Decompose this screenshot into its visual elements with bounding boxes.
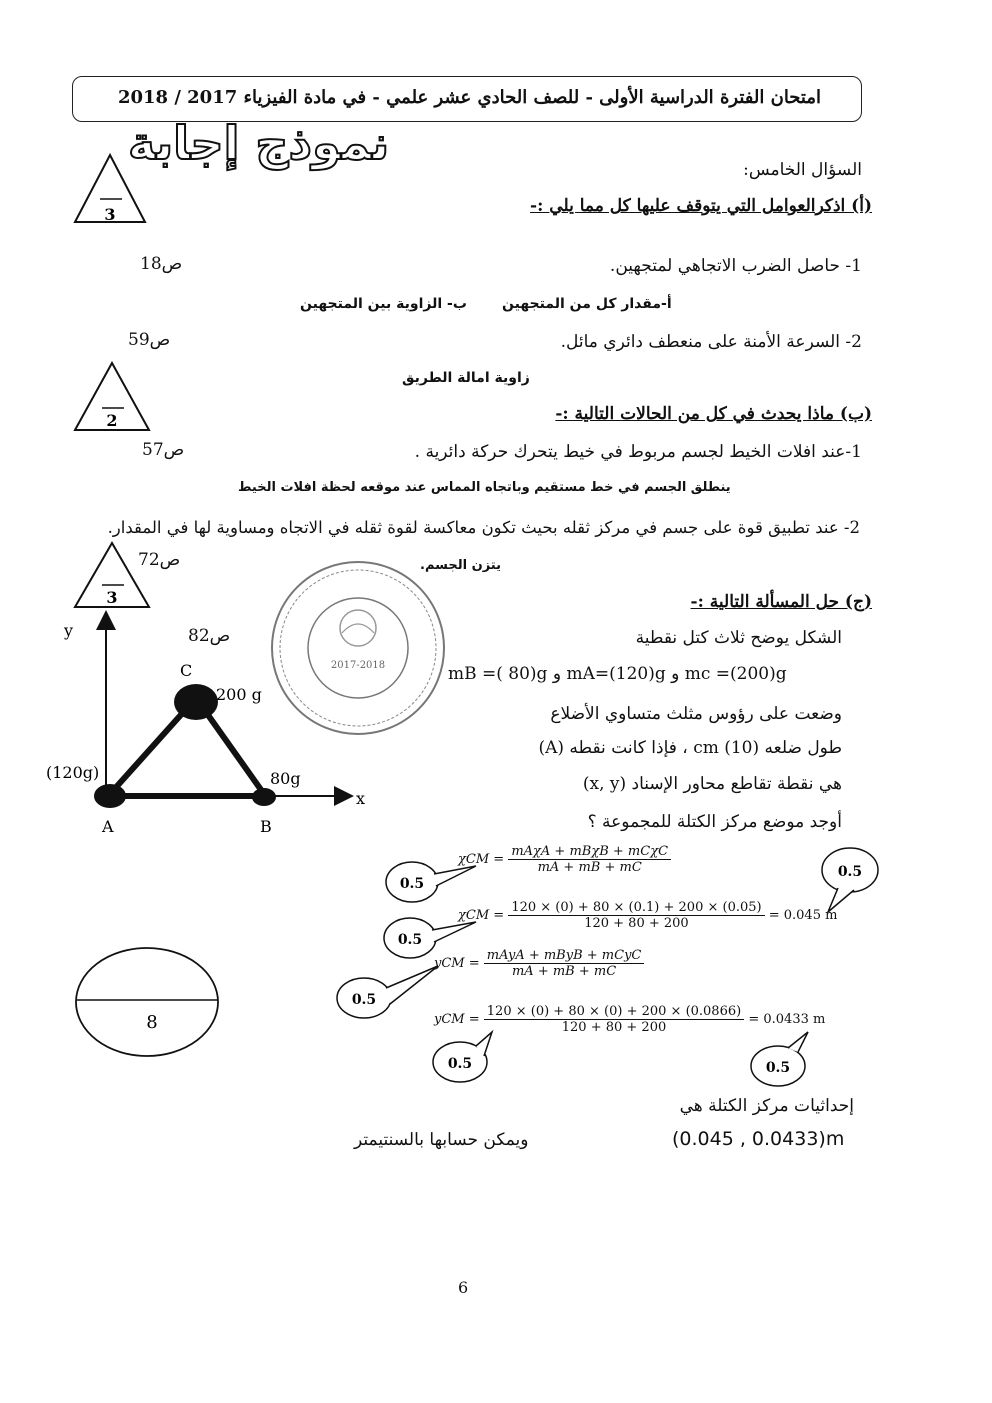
part-c-line4: هي نقطة تقاطع محاور الإسناد (x, y) — [582, 774, 842, 794]
mark-bubble-1-value: 0.5 — [399, 876, 425, 892]
point-c-label: C — [180, 661, 193, 680]
part-c-masses: mB =( 80)g و mA=(120)g و mc =(200)g — [448, 664, 787, 684]
total-mark-value: 8 — [146, 1012, 158, 1033]
mass-a-point — [94, 784, 126, 808]
stamp-year: 2017-2018 — [330, 660, 386, 671]
part-b-item1-page: ص57 — [142, 440, 185, 460]
mark-bubble-6 — [748, 1030, 814, 1088]
eq2-result: = 0.045 m — [768, 908, 838, 923]
mass-b-label: 80g — [270, 769, 301, 788]
part-c-line5: أوجد موضع مركز الكتلة للمجموعة ؟ — [587, 812, 842, 832]
equation-xcm-formula — [458, 844, 671, 875]
part-b-item1: 1-عند افلات الخيط لجسم مربوط في خيط يتحرك حركة دائرية . — [414, 442, 862, 462]
eq4-denominator: 120 + 80 + 200 — [561, 1020, 667, 1035]
mass-c-label: 200 g — [216, 685, 262, 704]
result-note: ويمكن حسابها بالسنتيمتر — [354, 1130, 529, 1150]
eq4-result: = 0.0433 m — [748, 1012, 826, 1027]
eq3-numerator: mAyA + mByB + mCyC — [484, 948, 645, 964]
mark-bubble-5 — [430, 1030, 500, 1088]
total-mark-circle — [74, 946, 220, 1058]
part-c-line1: الشكل يوضح ثلاث كتل نقطية — [635, 628, 842, 648]
part-a-item1: 1- حاصل الضرب الاتجاهي لمتجهين. — [609, 256, 862, 276]
mass-a-label: (120g) — [46, 763, 100, 782]
mark-a-value: 3 — [104, 205, 116, 224]
eq2-numerator: 120 × (0) + 80 × (0.1) + 200 × (0.05) — [508, 900, 764, 916]
mark-triangle-a — [72, 152, 148, 224]
part-a-heading: (أ) اذكرالعوامل التي يتوقف عليها كل مما يلي :- — [530, 196, 872, 216]
eq4-lhs: yCM = — [434, 1012, 480, 1027]
mark-bubble-5-value: 0.5 — [447, 1056, 473, 1072]
part-c-heading: (ج) حل المسألة التالية :- — [690, 592, 872, 612]
part-b-heading: (ب) ماذا يحدث في كل من الحالات التالية :- — [555, 404, 872, 424]
mark-triangle-b — [72, 360, 152, 432]
eq2-lhs: χCM = — [458, 908, 505, 923]
part-a-item2-answer: زاوية امالة الطريق — [402, 370, 530, 386]
exam-header-title: امتحان الفترة الدراسية الأولى - للصف الحادي عشر علمي - في مادة الفيزياء 2017 / 2018 — [117, 87, 821, 108]
page-number: 6 — [458, 1278, 469, 1297]
eq1-lhs: χCM = — [458, 852, 505, 867]
mass-b-point — [252, 788, 276, 806]
result-value: (0.045 , 0.0433)m — [672, 1128, 845, 1150]
eq3-denominator: mA + mB + mC — [511, 964, 617, 979]
point-b-label: B — [260, 817, 272, 836]
part-b-item2-answer: يتزن الجسم. — [420, 558, 501, 573]
part-b-item2: 2- عند تطبيق قوة على جسم في مركز ثقله بحيث تكون معاكسة لقوة ثقله في الاتجاه ومساوية لها في المقدار. — [107, 518, 860, 537]
part-a-item1-answer-a: أ-مقدار كل من المتجهين — [502, 296, 672, 312]
mark-bubble-2-value: 0.5 — [837, 864, 863, 880]
part-a-item2: 2- السرعة الأمنة على منعطف دائري مائل. — [560, 332, 862, 352]
part-a-item2-page: ص59 — [128, 330, 171, 350]
question-title: السؤال الخامس: — [743, 160, 862, 180]
eq2-denominator: 120 + 80 + 200 — [584, 916, 689, 931]
part-c-page: ص82 — [188, 626, 231, 646]
part-c-line3: طول ضلعه cm (10) ، فإذا كانت نقطه (A) — [538, 738, 842, 758]
result-label: إحداثيات مركز الكتلة هي — [679, 1096, 854, 1116]
eq4-numerator: 120 × (0) + 80 × (0) + 200 × (0.0866) — [484, 1004, 744, 1020]
equation-ycm-values — [434, 1004, 825, 1035]
answer-model-title: نموذج إجابة — [128, 116, 390, 170]
mark-c-value: 3 — [106, 588, 118, 607]
part-a-item1-page: ص18 — [140, 254, 183, 274]
mark-bubble-4 — [334, 960, 444, 1020]
point-a-label: A — [102, 817, 114, 836]
eq3-lhs: yCM = — [434, 956, 480, 971]
eq1-denominator: mA + mB + mC — [537, 860, 642, 875]
equation-ycm-formula — [434, 948, 644, 979]
mark-b-value: 2 — [106, 411, 118, 430]
y-axis-label: y — [64, 621, 74, 640]
part-a-item1-answer-b: ب- الزاوية بين المتجهين — [300, 296, 467, 312]
part-b-item2-page: ص72 — [138, 550, 181, 570]
mark-bubble-4-value: 0.5 — [351, 992, 377, 1008]
mark-bubble-6-value: 0.5 — [765, 1060, 791, 1076]
mass-triangle-figure — [40, 608, 380, 838]
eq1-numerator: mAχA + mBχB + mCχC — [508, 844, 671, 860]
x-axis-label: x — [356, 789, 366, 808]
mark-bubble-3-value: 0.5 — [397, 932, 423, 948]
part-c-line2: وضعت على رؤوس مثلث متساوي الأضلاع — [550, 704, 842, 724]
mass-c-point — [174, 684, 218, 720]
equation-xcm-values — [458, 900, 837, 931]
part-b-item1-answer: ينطلق الجسم في خط مستقيم وباتجاه المماس عند موقعه لحظة افلات الخيط — [238, 480, 731, 495]
